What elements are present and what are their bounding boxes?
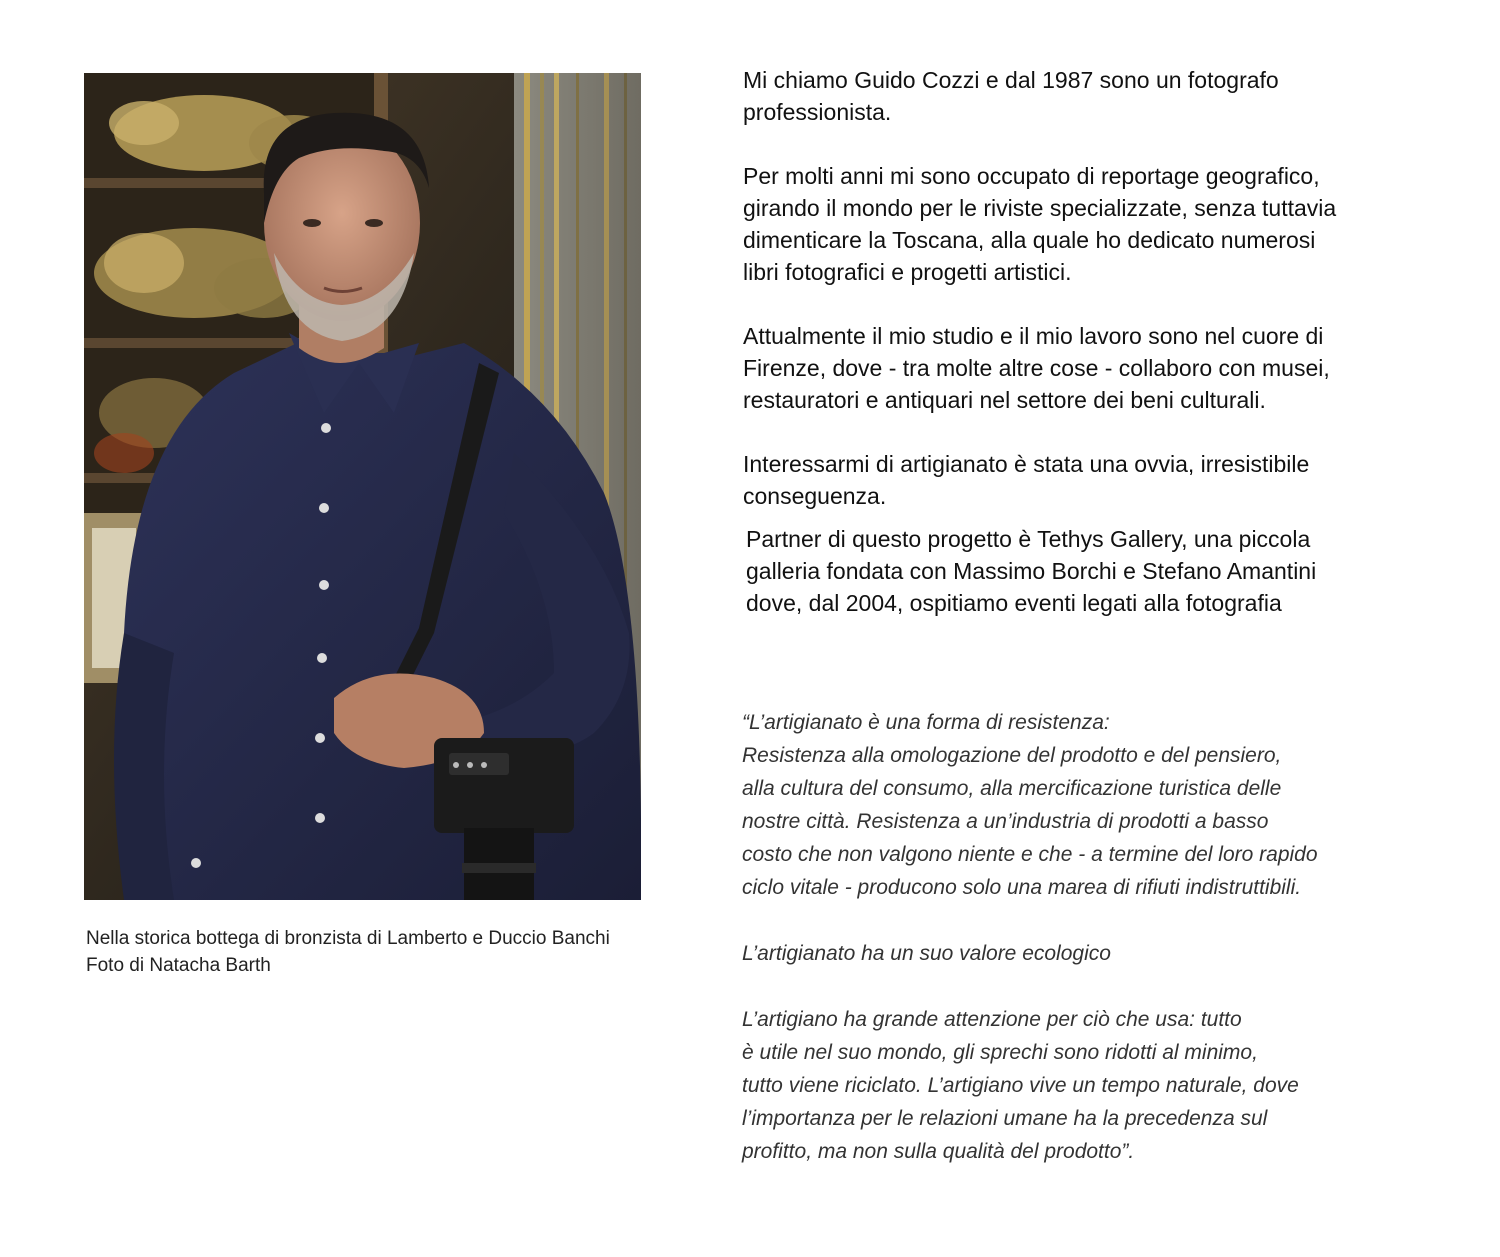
quote-block xyxy=(742,706,1442,1201)
bio-paragraph-craft: Interessarmi di artigianato è stata una ovvia, irresistibile conseguenza. xyxy=(743,451,1310,509)
bio-paragraph-reportage: Per molti anni mi sono occupato di reportage geografico, girando il mondo per le riviste specializzate, senza tuttavia dimenticare la Toscana, alla quale ho dedicato numerosi libri fotografici e progetti artistici. xyxy=(743,163,1337,285)
caption-line-credit: Foto di Natacha Barth xyxy=(86,955,271,976)
portrait-photo xyxy=(84,73,641,900)
quote-paragraph-ecology: L’artigianato ha un suo valore ecologico xyxy=(742,942,1111,965)
bio-paragraph-studio: Attualmente il mio studio e il mio lavoro sono nel cuore di Firenze, dove - tra molte altre cose - collaboro con musei, restauratori e antiquari nel settore dei beni culturali. xyxy=(743,323,1330,413)
photo-caption xyxy=(86,925,686,979)
quote-paragraph-resistance: “L’artigianato è una forma di resistenza: Resistenza alla omologazione del prodotto e del pensiero, alla cultura del consumo, alla mercificazione turistica delle nostre città. Resistenza a un’industria di prodotti a basso costo che non valgono niente e che - a termine del loro rapido ciclo vitale - producono solo una marea di rifiuti indistruttibili. xyxy=(742,711,1318,899)
bio-text xyxy=(743,64,1443,651)
caption-line-location: Nella storica bottega di bronzista di Lamberto e Duccio Banchi xyxy=(86,928,610,949)
bio-paragraph-partner: Partner di questo progetto è Tethys Gallery, una piccola galleria fondata con Massimo Borchi e Stefano Amantini dove, dal 2004, ospitiamo eventi legati alla fotografia xyxy=(746,526,1317,616)
quote-paragraph-artisan: L’artigiano ha grande attenzione per ciò che usa: tutto è utile nel suo mondo, gli sprechi sono ridotti al minimo, tutto viene riciclato. L’artigiano vive un tempo naturale, dove l’importanza per le relazioni umane ha la precedenza sul profitto, ma non sulla qualità del prodotto”. xyxy=(742,1008,1299,1163)
bio-paragraph-intro: Mi chiamo Guido Cozzi e dal 1987 sono un fotografo professionista. xyxy=(743,67,1279,125)
